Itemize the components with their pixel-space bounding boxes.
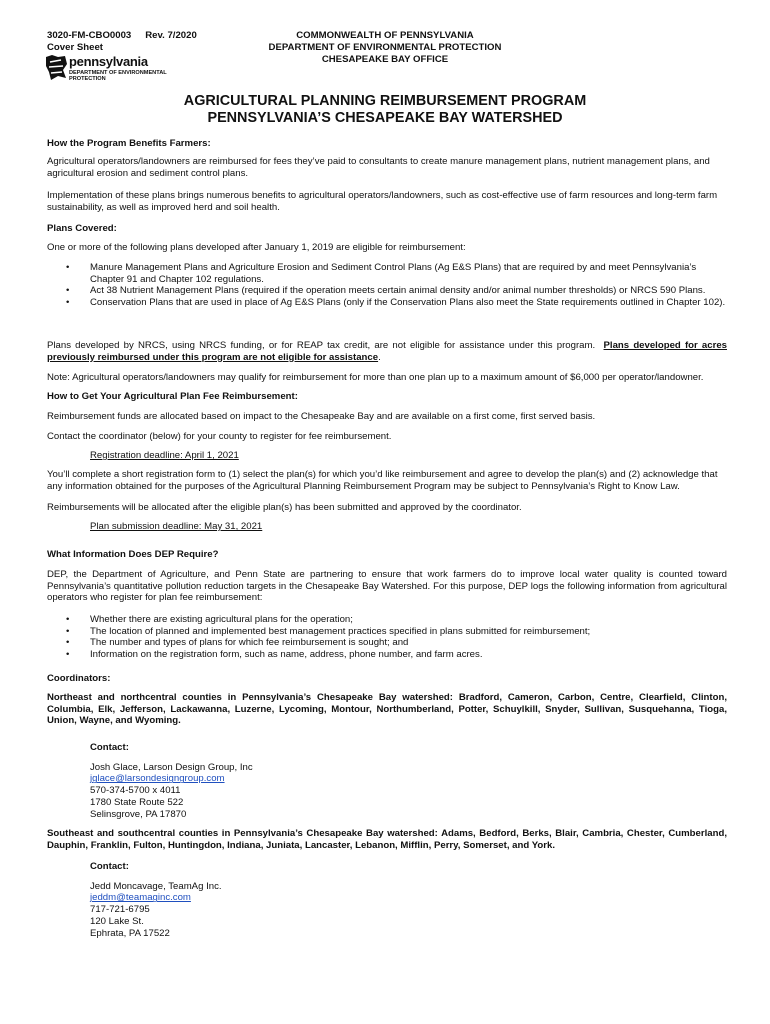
nrcs-eligibility-note xyxy=(47,340,727,363)
agency-line-1: COMMONWEALTH OF PENNSYLVANIA xyxy=(296,30,474,41)
contact-phone: 717-721-6795 xyxy=(90,904,150,916)
maximum-note: Note: Agricultural operators/landowners may qualify for reimbursement for more than one plan up to a maximum amount of $6,000 per operator/landowner. xyxy=(47,372,704,383)
northeast-contact xyxy=(47,742,770,820)
list-item: • Act 38 Nutrient Management Plans (required if the operation meets certain animal density and/or animal number thresholds) or NRCS 590 Plans. xyxy=(47,285,727,297)
contact-name: Josh Glace, Larson Design Group, Inc xyxy=(90,761,253,773)
northeast-region: Northeast and northcentral counties in Pennsylvania’s Chesapeake Bay watershed: Bradford, Cameron, Carbon, Centre, Clearfield, Clinton, Columbia, Elk, Jefferson, Lackawanna, Luzerne, Lycoming, Montour, Northumberland, Potter, Schuylkill, Snyder, Sullivan, Susquehanna, Tioga, Union, Wayne, and Wyoming. xyxy=(47,692,727,727)
registration-deadline: Registration deadline: April 1, 2021 xyxy=(90,450,239,461)
plans-intro: One or more of the following plans developed after January 1, 2019 are eligible for reimbursement: xyxy=(47,242,466,253)
howto-heading: How to Get Your Agricultural Plan Fee Reimbursement: xyxy=(47,391,298,402)
agency-line-3: CHESAPEAKE BAY OFFICE xyxy=(321,54,449,65)
agency-line-2: DEPARTMENT OF ENVIRONMENTAL PROTECTION xyxy=(268,42,502,53)
benefits-heading: How the Program Benefits Farmers: xyxy=(47,138,211,149)
southeast-region: Southeast and southcentral counties in Pennsylvania’s Chesapeake Bay watershed: Adams, Bedford, Berks, Blair, Cambria, Chester, Cumberland, Dauphin, Franklin, Fulton, Huntingdon, Indiana, Juniata, Lancaster, Lebanon, Mifflin, Perry, Somerset, and York. xyxy=(47,828,727,851)
contact-email-link[interactable]: jglace@larsondesigngroup.com xyxy=(90,773,225,785)
contact-phone: 570-374-5700 x 4011 xyxy=(90,785,181,797)
dep-paragraph: DEP, the Department of Agriculture, and Penn State are partnering to ensure that work farmers do to improve local water quality is counted toward Pennsylvania’s quantitative pollution reduction targets in the Chesapeake Bay Watershed. For this purpose, DEP logs the following information from agricultural operators who register for plan fee reimbursement: xyxy=(47,569,727,604)
form-id: 3020-FM-CBO0003 xyxy=(47,30,132,41)
document-title xyxy=(0,93,770,127)
logo-subtitle: DEPARTMENT OF ENVIRONMENTAL PROTECTION xyxy=(69,70,167,82)
form-id-block xyxy=(47,30,197,54)
list-item: • The location of planned and implemented best management practices specified in plans submitted for reimbursement; xyxy=(47,626,727,638)
nrcs-bold-note: Plans developed for acres previously reimbursed under this program are not eligible for assistance xyxy=(47,340,728,363)
agency-header xyxy=(230,30,540,66)
plans-heading: Plans Covered: xyxy=(47,223,117,234)
plans-list xyxy=(47,262,727,309)
submission-deadline: Plan submission deadline: May 31, 2021 xyxy=(90,521,263,532)
contact-label: Contact: xyxy=(90,742,129,753)
pa-dep-logo xyxy=(45,54,175,84)
logo-wordmark: pennsylvania xyxy=(69,54,148,69)
benefits-paragraph-1: Agricultural operators/landowners are reimbursed for fees they’ve paid to consultants to create manure management plans, nutrient management plans, and agricultural erosion and sediment control plans. xyxy=(47,156,710,179)
southeast-contact xyxy=(47,861,770,939)
contact-email-link[interactable]: jeddm@teamaginc.com xyxy=(90,892,191,904)
contact-address-1: 1780 State Route 522 xyxy=(90,796,184,808)
howto-paragraph-4: Reimbursements will be allocated after the eligible plan(s) has been submitted and approved by the coordinator. xyxy=(47,502,522,513)
contact-address-2: Selinsgrove, PA 17870 xyxy=(90,808,187,820)
list-item: • The number and types of plans for which fee reimbursement is sought; and xyxy=(47,637,727,649)
howto-paragraph-3: You’ll complete a short registration form to (1) select the plan(s) for which you’d like reimbursement and agree to develop the plan(s) and (2) acknowledge that any information obtained for the purposes of the Agricultural Planning Reimbursement Program may be subject to Pennsylvania’s Right to Know Law. xyxy=(47,469,718,492)
contact-name: Jedd Moncavage, TeamAg Inc. xyxy=(90,880,222,892)
contact-address-2: Ephrata, PA 17522 xyxy=(90,927,170,939)
dep-heading: What Information Does DEP Require? xyxy=(47,549,219,560)
dep-list xyxy=(47,614,727,661)
list-item: • Conservation Plans that are used in place of Ag E&S Plans (only if the Conservation Plans also meet the State requirements outlined in Chapter 102). xyxy=(47,297,727,309)
list-item: • Manure Management Plans and Agriculture Erosion and Sediment Control Plans (Ag E&S Plans) that are required by and meet Pennsylvania’s Chapter 91 and Chapter 102 regulations. xyxy=(47,262,727,285)
nrcs-end: . xyxy=(378,351,381,363)
howto-paragraph-2: Contact the coordinator (below) for your county to register for fee reimbursement. xyxy=(47,431,392,442)
title-line-2: PENNSYLVANIA’S CHESAPEAKE BAY WATERSHED xyxy=(207,110,563,126)
cover-sheet-label: Cover Sheet xyxy=(47,42,103,53)
keystone-icon xyxy=(45,54,69,82)
revision-date: Rev. 7/2020 xyxy=(145,30,197,41)
list-item: • Whether there are existing agricultural plans for the operation; xyxy=(47,614,727,626)
howto-paragraph-1: Reimbursement funds are allocated based on impact to the Chesapeake Bay and are available on a first come, first served basis. xyxy=(47,411,596,422)
coordinators-heading: Coordinators: xyxy=(47,673,111,684)
title-line-1: AGRICULTURAL PLANNING REIMBURSEMENT PROGRAM xyxy=(183,93,587,109)
list-item: • Information on the registration form, such as name, address, phone number, and farm acres. xyxy=(47,649,727,661)
nrcs-text: Plans developed by NRCS, using NRCS funding, or for REAP tax credit, are not eligible for assistance under this program. xyxy=(47,340,596,351)
contact-label: Contact: xyxy=(90,861,129,872)
benefits-paragraph-2: Implementation of these plans brings numerous benefits to agricultural operators/landowners, such as cost-effective use of farm resources and long-term farm sustainability, as well as improved herd and soil health. xyxy=(47,190,718,213)
contact-address-1: 120 Lake St. xyxy=(90,915,144,927)
